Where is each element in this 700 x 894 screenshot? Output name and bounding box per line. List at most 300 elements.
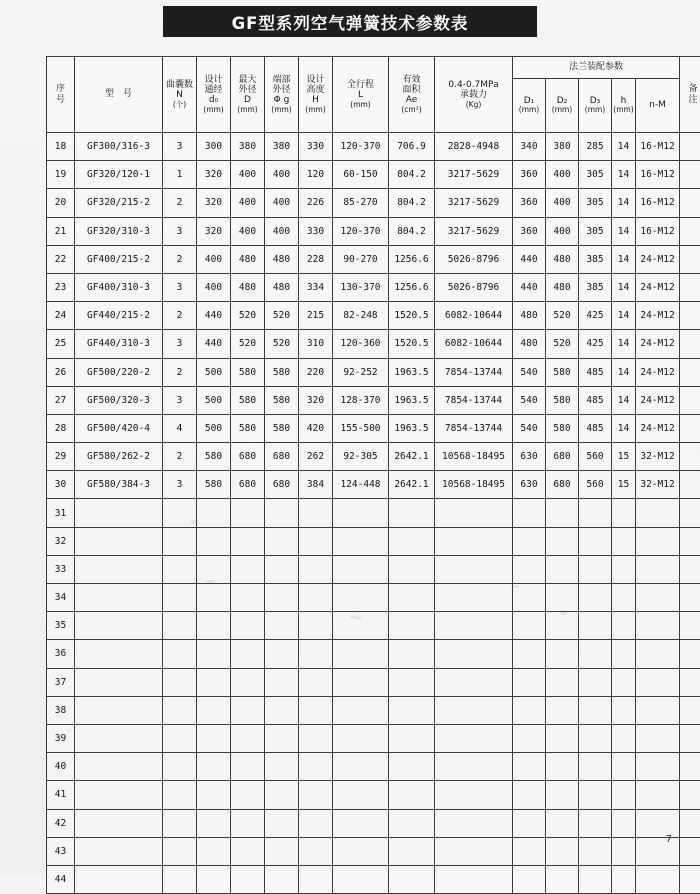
cell-load <box>435 612 513 640</box>
cell-n <box>163 781 197 809</box>
cell-L <box>333 837 389 865</box>
cell-D1 <box>513 837 546 865</box>
cell-h: 14 <box>612 414 636 442</box>
cell-load <box>435 753 513 781</box>
cell-Ae: 1963.5 <box>389 386 435 414</box>
cell-D3 <box>579 809 612 837</box>
cell-n: 3 <box>163 133 197 161</box>
cell-seq: 22 <box>47 245 75 273</box>
cell-d0: 440 <box>197 302 231 330</box>
cell-Ae: 1520.5 <box>389 302 435 330</box>
cell-L: 92-305 <box>333 443 389 471</box>
cell-Ae <box>389 724 435 752</box>
cell-n: 3 <box>163 471 197 499</box>
cell-n: 2 <box>163 358 197 386</box>
cell-D1 <box>513 781 546 809</box>
cell-D: 380 <box>231 133 265 161</box>
cell-D: 580 <box>231 386 265 414</box>
cell-D2 <box>546 499 579 527</box>
cell-h: 14 <box>612 133 636 161</box>
cell-d0: 500 <box>197 414 231 442</box>
cell-D: 680 <box>231 443 265 471</box>
cell-D1: 480 <box>513 330 546 358</box>
cell-L: 120-360 <box>333 330 389 358</box>
cell-d0 <box>197 865 231 893</box>
cell-nM <box>636 555 680 583</box>
cell-nM <box>636 499 680 527</box>
cell-load <box>435 640 513 668</box>
cell-seq: 37 <box>47 668 75 696</box>
cell-D2 <box>546 612 579 640</box>
cell-seq: 28 <box>47 414 75 442</box>
cell-load <box>435 809 513 837</box>
cell-L <box>333 499 389 527</box>
cell-Ae: 2642.1 <box>389 443 435 471</box>
cell-phi: 400 <box>265 217 299 245</box>
cell-n <box>163 865 197 893</box>
cell-phi: 680 <box>265 471 299 499</box>
cell-h <box>612 640 636 668</box>
cell-Ae <box>389 865 435 893</box>
cell-phi <box>265 499 299 527</box>
cell-h: 14 <box>612 302 636 330</box>
cell-D: 520 <box>231 302 265 330</box>
cell-D: 400 <box>231 189 265 217</box>
cell-seq: 33 <box>47 555 75 583</box>
cell-n <box>163 584 197 612</box>
cell-L <box>333 865 389 893</box>
cell-D3 <box>579 640 612 668</box>
cell-d0 <box>197 612 231 640</box>
cell-D3: 305 <box>579 217 612 245</box>
cell-h: 14 <box>612 245 636 273</box>
cell-D2: 680 <box>546 471 579 499</box>
cell-d0 <box>197 753 231 781</box>
cell-D3 <box>579 612 612 640</box>
cell-note <box>680 358 700 386</box>
cell-load <box>435 668 513 696</box>
cell-D2 <box>546 837 579 865</box>
header-d0: 设计 通经 d₀ (mm) <box>197 57 231 133</box>
table-row <box>47 696 700 724</box>
page-number: 7 <box>666 834 672 845</box>
cell-L: 128-370 <box>333 386 389 414</box>
cell-D3: 425 <box>579 302 612 330</box>
table-header <box>47 57 700 133</box>
header-note: 备 注 <box>680 57 700 133</box>
cell-D2: 480 <box>546 273 579 301</box>
cell-model: GF400/215-2 <box>75 245 163 273</box>
cell-phi: 400 <box>265 189 299 217</box>
table-row <box>47 753 700 781</box>
cell-D1 <box>513 809 546 837</box>
cell-model <box>75 865 163 893</box>
cell-h <box>612 555 636 583</box>
table-row <box>47 499 700 527</box>
cell-note <box>680 527 700 555</box>
cell-H: 320 <box>299 386 333 414</box>
cell-D <box>231 612 265 640</box>
cell-D2 <box>546 584 579 612</box>
header-D3: D₃ (mm) <box>579 79 612 133</box>
cell-model: GF300/316-3 <box>75 133 163 161</box>
cell-model <box>75 668 163 696</box>
cell-nM <box>636 640 680 668</box>
cell-n: 2 <box>163 443 197 471</box>
cell-load <box>435 724 513 752</box>
cell-D2: 400 <box>546 189 579 217</box>
cell-phi: 580 <box>265 358 299 386</box>
cell-D2 <box>546 555 579 583</box>
table-row <box>47 781 700 809</box>
cell-D1 <box>513 555 546 583</box>
cell-load <box>435 555 513 583</box>
table-row <box>47 724 700 752</box>
cell-nM: 24-M12 <box>636 386 680 414</box>
cell-note <box>680 753 700 781</box>
cell-H: 420 <box>299 414 333 442</box>
cell-L: 85-270 <box>333 189 389 217</box>
cell-L <box>333 640 389 668</box>
cell-phi <box>265 809 299 837</box>
cell-D: 400 <box>231 217 265 245</box>
cell-Ae <box>389 612 435 640</box>
cell-L <box>333 781 389 809</box>
cell-D: 480 <box>231 245 265 273</box>
cell-model: GF500/420-4 <box>75 414 163 442</box>
cell-D <box>231 753 265 781</box>
cell-nM <box>636 584 680 612</box>
cell-h <box>612 781 636 809</box>
cell-Ae <box>389 499 435 527</box>
cell-D2 <box>546 527 579 555</box>
table-row <box>47 837 700 865</box>
cell-note <box>680 302 700 330</box>
cell-h: 14 <box>612 161 636 189</box>
cell-load: 6082-10644 <box>435 330 513 358</box>
cell-nM: 16-M12 <box>636 133 680 161</box>
cell-n <box>163 753 197 781</box>
cell-h <box>612 696 636 724</box>
header-n: 曲囊数 N (个) <box>163 57 197 133</box>
table-row <box>47 584 700 612</box>
cell-seq: 44 <box>47 865 75 893</box>
cell-D2: 520 <box>546 302 579 330</box>
cell-L: 124-448 <box>333 471 389 499</box>
cell-D <box>231 724 265 752</box>
cell-d0: 320 <box>197 217 231 245</box>
cell-load: 7854-13744 <box>435 414 513 442</box>
cell-D3 <box>579 753 612 781</box>
cell-phi: 400 <box>265 161 299 189</box>
cell-H <box>299 584 333 612</box>
cell-load <box>435 499 513 527</box>
cell-D1: 540 <box>513 414 546 442</box>
header-phi: 端部 外径 Φ g (mm) <box>265 57 299 133</box>
cell-note <box>680 781 700 809</box>
cell-nM: 24-M12 <box>636 358 680 386</box>
cell-model <box>75 724 163 752</box>
cell-note <box>680 443 700 471</box>
cell-nM: 16-M12 <box>636 217 680 245</box>
cell-load: 10568-18495 <box>435 443 513 471</box>
cell-H <box>299 555 333 583</box>
cell-D1: 480 <box>513 302 546 330</box>
cell-D3 <box>579 696 612 724</box>
cell-load: 7854-13744 <box>435 358 513 386</box>
cell-D2: 680 <box>546 443 579 471</box>
cell-H <box>299 753 333 781</box>
cell-seq: 39 <box>47 724 75 752</box>
cell-model: GF580/262-2 <box>75 443 163 471</box>
cell-nM <box>636 612 680 640</box>
cell-D2: 380 <box>546 133 579 161</box>
cell-D <box>231 555 265 583</box>
cell-D <box>231 499 265 527</box>
cell-nM: 24-M12 <box>636 414 680 442</box>
header-seq: 序 号 <box>47 57 75 133</box>
cell-nM: 16-M12 <box>636 161 680 189</box>
cell-D1: 540 <box>513 386 546 414</box>
cell-D2: 400 <box>546 161 579 189</box>
table-row <box>47 640 700 668</box>
cell-note <box>680 161 700 189</box>
cell-H: 330 <box>299 217 333 245</box>
cell-D: 400 <box>231 161 265 189</box>
cell-model: GF320/215-2 <box>75 189 163 217</box>
cell-L <box>333 555 389 583</box>
cell-D3: 305 <box>579 189 612 217</box>
cell-D2 <box>546 809 579 837</box>
cell-L <box>333 612 389 640</box>
cell-nM: 32-M12 <box>636 443 680 471</box>
cell-H: 310 <box>299 330 333 358</box>
cell-phi <box>265 837 299 865</box>
cell-d0 <box>197 640 231 668</box>
cell-D2 <box>546 668 579 696</box>
cell-h <box>612 837 636 865</box>
cell-Ae: 1520.5 <box>389 330 435 358</box>
cell-h: 15 <box>612 471 636 499</box>
cell-D: 520 <box>231 330 265 358</box>
cell-Ae: 1963.5 <box>389 414 435 442</box>
cell-Ae: 1256.6 <box>389 273 435 301</box>
cell-note <box>680 499 700 527</box>
cell-L <box>333 809 389 837</box>
cell-h: 14 <box>612 358 636 386</box>
cell-d0 <box>197 696 231 724</box>
cell-d0: 320 <box>197 161 231 189</box>
cell-D1 <box>513 527 546 555</box>
cell-D1 <box>513 668 546 696</box>
header-Ae: 有效 面积 Ae (cm²) <box>389 57 435 133</box>
cell-d0: 400 <box>197 273 231 301</box>
cell-note <box>680 668 700 696</box>
cell-h <box>612 527 636 555</box>
cell-nM <box>636 696 680 724</box>
cell-H <box>299 809 333 837</box>
cell-d0: 300 <box>197 133 231 161</box>
cell-D2 <box>546 696 579 724</box>
cell-Ae: 1256.6 <box>389 245 435 273</box>
cell-phi: 680 <box>265 443 299 471</box>
table-row <box>47 612 700 640</box>
cell-d0: 580 <box>197 471 231 499</box>
cell-n <box>163 555 197 583</box>
table-row <box>47 668 700 696</box>
cell-D3 <box>579 724 612 752</box>
cell-note <box>680 245 700 273</box>
cell-phi <box>265 696 299 724</box>
cell-D3 <box>579 499 612 527</box>
cell-h: 14 <box>612 330 636 358</box>
cell-H: 334 <box>299 273 333 301</box>
table-row <box>47 414 700 442</box>
cell-n <box>163 696 197 724</box>
parameters-table <box>46 56 700 894</box>
cell-load: 10568-18495 <box>435 471 513 499</box>
cell-model <box>75 555 163 583</box>
cell-seq: 19 <box>47 161 75 189</box>
cell-n: 4 <box>163 414 197 442</box>
cell-D3 <box>579 668 612 696</box>
cell-d0: 500 <box>197 386 231 414</box>
cell-note <box>680 217 700 245</box>
header-D2: D₂ (mm) <box>546 79 579 133</box>
cell-phi <box>265 865 299 893</box>
table-row <box>47 358 700 386</box>
cell-seq: 25 <box>47 330 75 358</box>
cell-load: 5026-8796 <box>435 245 513 273</box>
cell-nM <box>636 781 680 809</box>
cell-Ae <box>389 555 435 583</box>
cell-phi: 580 <box>265 386 299 414</box>
table-body <box>47 133 700 894</box>
cell-seq: 41 <box>47 781 75 809</box>
cell-D3 <box>579 555 612 583</box>
header-L: 全行程 L (mm) <box>333 57 389 133</box>
cell-D1: 360 <box>513 189 546 217</box>
cell-model <box>75 753 163 781</box>
cell-phi: 380 <box>265 133 299 161</box>
cell-d0: 400 <box>197 245 231 273</box>
cell-D <box>231 865 265 893</box>
cell-D <box>231 781 265 809</box>
table-row <box>47 189 700 217</box>
cell-D1: 360 <box>513 217 546 245</box>
cell-L: 130-370 <box>333 273 389 301</box>
cell-H: 262 <box>299 443 333 471</box>
cell-D <box>231 527 265 555</box>
cell-phi <box>265 527 299 555</box>
cell-D2: 400 <box>546 217 579 245</box>
cell-D1: 340 <box>513 133 546 161</box>
cell-model <box>75 584 163 612</box>
cell-n <box>163 499 197 527</box>
cell-D1 <box>513 640 546 668</box>
cell-seq: 18 <box>47 133 75 161</box>
cell-h <box>612 724 636 752</box>
cell-seq: 43 <box>47 837 75 865</box>
cell-note <box>680 809 700 837</box>
cell-load <box>435 527 513 555</box>
cell-note <box>680 189 700 217</box>
cell-model: GF440/310-3 <box>75 330 163 358</box>
table-row <box>47 302 700 330</box>
cell-nM <box>636 753 680 781</box>
cell-phi <box>265 584 299 612</box>
table-row <box>47 809 700 837</box>
cell-note <box>680 640 700 668</box>
cell-D3: 305 <box>579 161 612 189</box>
cell-L <box>333 724 389 752</box>
cell-model <box>75 781 163 809</box>
cell-model <box>75 612 163 640</box>
cell-D3: 485 <box>579 386 612 414</box>
cell-H <box>299 612 333 640</box>
cell-seq: 27 <box>47 386 75 414</box>
cell-n: 3 <box>163 386 197 414</box>
cell-n <box>163 724 197 752</box>
page-title: GF型系列空气弹簧技术参数表 <box>232 10 469 34</box>
table-row <box>47 330 700 358</box>
cell-load: 3217-5629 <box>435 189 513 217</box>
cell-model: GF500/320-3 <box>75 386 163 414</box>
cell-Ae: 706.9 <box>389 133 435 161</box>
cell-seq: 34 <box>47 584 75 612</box>
cell-nM <box>636 724 680 752</box>
cell-D: 580 <box>231 358 265 386</box>
header-load: 0.4-0.7MPa 承载力 (Kg) <box>435 57 513 133</box>
cell-h <box>612 809 636 837</box>
cell-D1 <box>513 696 546 724</box>
cell-d0: 320 <box>197 189 231 217</box>
cell-d0 <box>197 527 231 555</box>
cell-model <box>75 809 163 837</box>
cell-D1: 540 <box>513 358 546 386</box>
cell-d0 <box>197 584 231 612</box>
cell-D3 <box>579 781 612 809</box>
cell-d0 <box>197 555 231 583</box>
cell-n: 1 <box>163 161 197 189</box>
cell-D: 680 <box>231 471 265 499</box>
cell-D3: 385 <box>579 273 612 301</box>
cell-D2 <box>546 781 579 809</box>
cell-Ae <box>389 837 435 865</box>
cell-D3: 425 <box>579 330 612 358</box>
cell-note <box>680 696 700 724</box>
cell-seq: 42 <box>47 809 75 837</box>
cell-Ae <box>389 781 435 809</box>
cell-n <box>163 837 197 865</box>
header-D: 最大 外径 D (mm) <box>231 57 265 133</box>
cell-seq: 38 <box>47 696 75 724</box>
cell-seq: 20 <box>47 189 75 217</box>
cell-D2: 580 <box>546 386 579 414</box>
header-flange-group: 法兰装配参数 <box>513 57 680 79</box>
cell-h <box>612 753 636 781</box>
cell-D <box>231 837 265 865</box>
cell-seq: 29 <box>47 443 75 471</box>
cell-h: 14 <box>612 189 636 217</box>
cell-n <box>163 640 197 668</box>
cell-note <box>680 584 700 612</box>
cell-D1: 360 <box>513 161 546 189</box>
cell-nM: 16-M12 <box>636 189 680 217</box>
cell-note <box>680 865 700 893</box>
cell-note <box>680 330 700 358</box>
cell-D2: 480 <box>546 245 579 273</box>
